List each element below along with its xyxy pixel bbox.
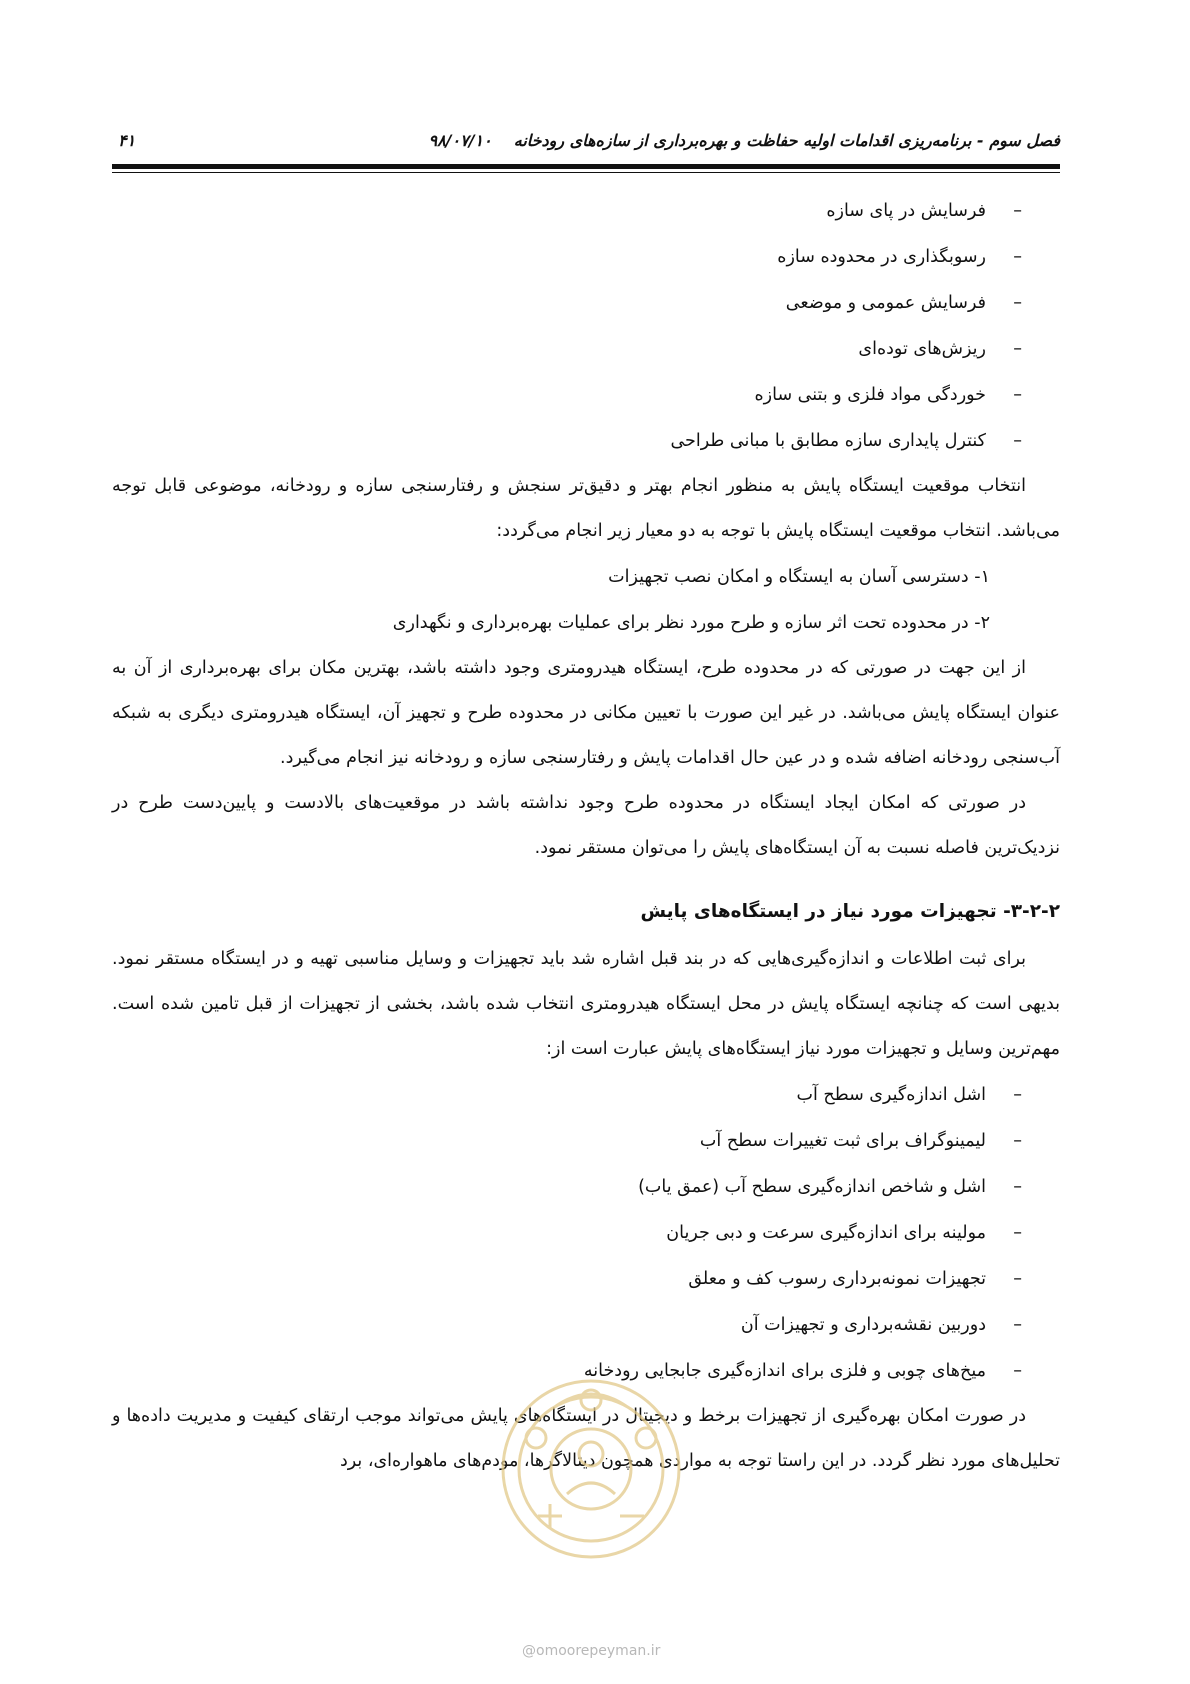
paragraph-station-selection: انتخاب موقعیت ایستگاه پایش به منظور انجام بهتر و دقیق‌تر سنجش و رفتارسنجی سازه و رودخانه، موضوعی قابل توجه می‌باشد. انتخاب موقعیت ایستگاه پایش با توجه به دو معیار زیر انجام می‌گردد:	[112, 476, 1060, 541]
list-item: – فرسایش در پای سازه	[826, 201, 1022, 221]
list-item: – اشل اندازه‌گیری سطح آب	[796, 1085, 1022, 1105]
page-number: ۴۱	[118, 131, 136, 150]
bullet-list-equipment	[112, 1072, 1060, 1394]
numbered-criteria-list	[112, 554, 1060, 646]
bullet-list-issues	[112, 188, 1060, 464]
paragraph-hydrometry: از این جهت در صورتی که در محدوده طرح، ایستگاه هیدرومتری وجود داشته باشد، بهترین مکان برای بهره‌برداری از آن به عنوان ایستگاه پایش می‌باشد. در غیر این صورت با تعیین مکانی در محدوده طرح و تجهیز آن، ایستگاه هیدرومتری دیگری به شبکه آب‌سنجی رودخانه اضافه شده و در عین حال اقدامات پایش و رفتارسنجی سازه و رودخانه نیز انجام می‌گیرد.	[112, 658, 1060, 768]
watermark-caption: @omoorepeyman.ir	[522, 1643, 661, 1659]
list-item: ۱- دسترسی آسان به ایستگاه و امکان نصب تجهیزات	[608, 567, 990, 587]
paragraph-upstream-downstream: در صورتی که امکان ایجاد ایستگاه در محدوده طرح وجود نداشته باشد در موقعیت‌های بالادست و پایین‌دست طرح در نزدیک‌ترین فاصله نسبت به آن ایستگاه‌های پایش را می‌توان مستقر نمود.	[112, 793, 1060, 858]
list-item: ۲- در محدوده تحت اثر سازه و طرح مورد نظر برای عملیات بهره‌برداری و نگهداری	[392, 613, 990, 633]
list-item: – رسوبگذاری در محدوده سازه	[777, 247, 1022, 267]
list-item: – خوردگی مواد فلزی و بتنی سازه	[754, 385, 1022, 405]
header-date: ۹۸/۰۷/۱۰	[428, 131, 492, 150]
list-item: – اشل و شاخص اندازه‌گیری سطح آب (عمق یاب)	[638, 1177, 1022, 1197]
running-header	[428, 131, 1060, 150]
list-item: – کنترل پایداری سازه مطابق با مبانی طراحی	[670, 431, 1022, 451]
watermark-seal-icon	[498, 1376, 684, 1562]
paragraph-equipment-intro: برای ثبت اطلاعات و اندازه‌گیری‌هایی که در بند قبل اشاره شد باید تجهیزات و وسایل مناسبی تهیه و در ایستگاه مستقر نمود. بدیهی است که چنانچه ایستگاه پایش در محل ایستگاه هیدرومتری انتخاب شده باشد، بخشی از تجهیزات از قبل تامین شده است. مهم‌ترین وسایل و تجهیزات مورد نیاز ایستگاه‌های پایش عبارت است از:	[112, 949, 1060, 1059]
chapter-title: فصل سوم - برنامه‌ریزی اقدامات اولیه حفاظت و بهره‌برداری از سازه‌های رودخانه	[513, 131, 1060, 150]
page-body	[112, 188, 1060, 1484]
header-rule-thin	[112, 172, 1060, 173]
paragraph-digital-equipment: در صورت امکان بهره‌گیری از تجهیزات برخط و دیجیتال در ایستگاه‌های پایش می‌تواند موجب ارتقای کیفیت و مدیریت داده‌ها و تحلیل‌های مورد نظر گردد. در این راستا توجه به مواردی همچون دیتالاگرها، مودم‌های ماهواره‌ای، برد	[112, 1406, 1060, 1471]
list-item: – ریزش‌های توده‌ای	[858, 339, 1022, 359]
list-item: – لیمینوگراف برای ثبت تغییرات سطح آب	[699, 1131, 1022, 1151]
list-item: – فرسایش عمومی و موضعی	[785, 293, 1022, 313]
section-heading: ۳-۲-۲- تجهیزات مورد نیاز در ایستگاه‌های پایش	[640, 901, 1060, 922]
list-item: – میخ‌های چوبی و فلزی برای اندازه‌گیری جابجایی رودخانه	[583, 1361, 1022, 1381]
header-rule-thick	[112, 164, 1060, 169]
list-item: – تجهیزات نمونه‌برداری رسوب کف و معلق	[688, 1269, 1022, 1289]
list-item: – دوربین نقشه‌برداری و تجهیزات آن	[740, 1315, 1022, 1335]
list-item: – مولینه برای اندازه‌گیری سرعت و دبی جریان	[666, 1223, 1022, 1243]
